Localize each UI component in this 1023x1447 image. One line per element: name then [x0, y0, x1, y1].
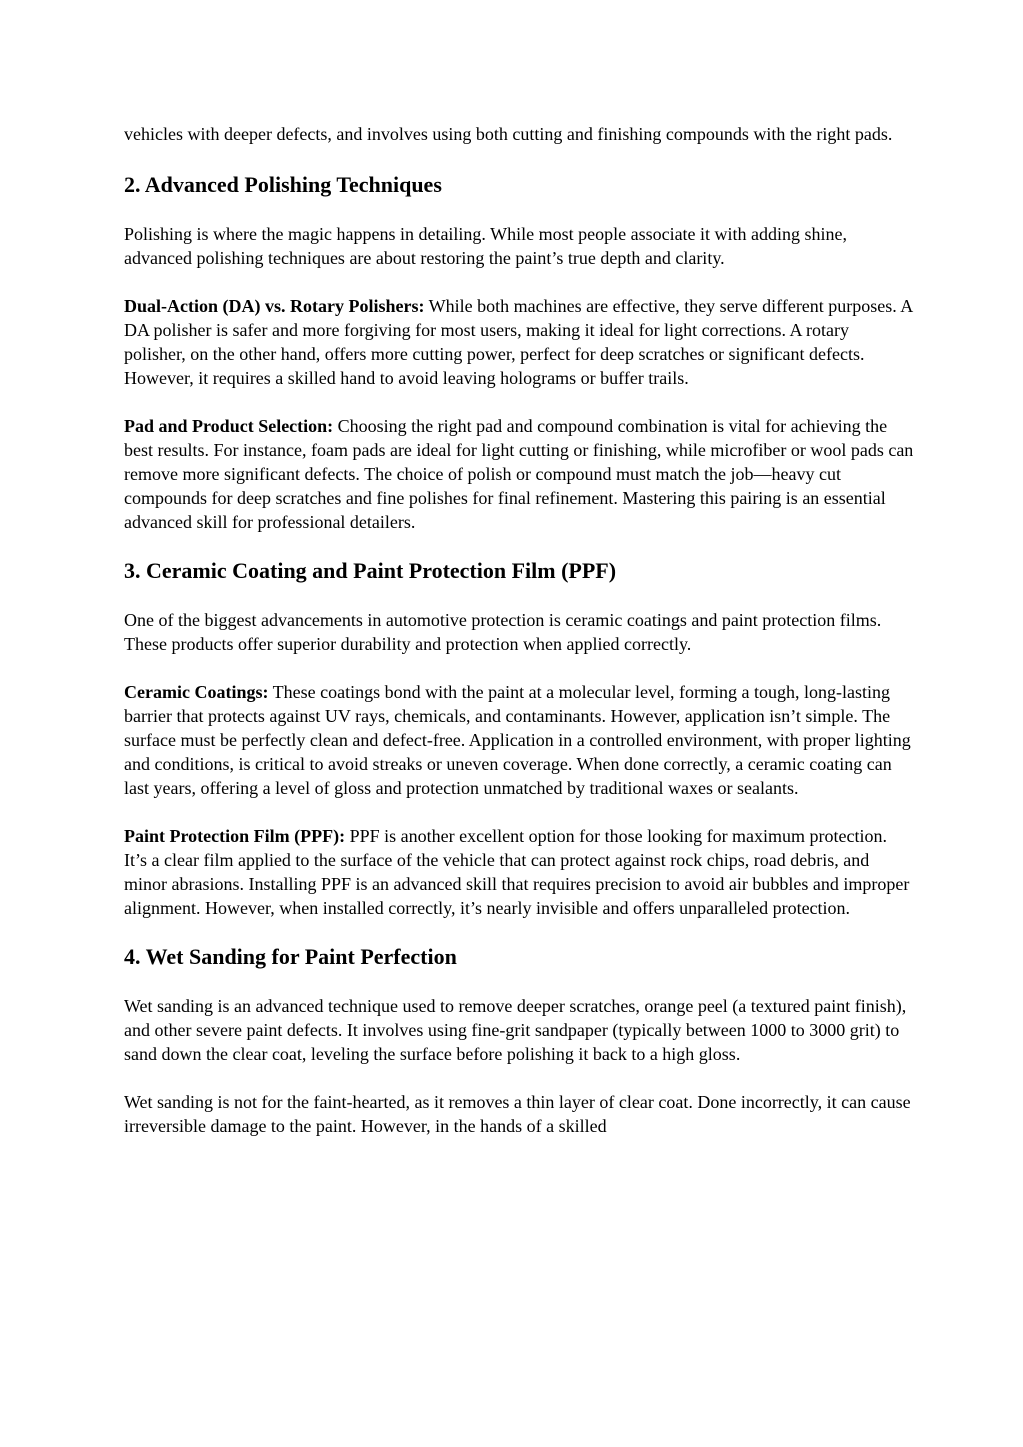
- da-vs-rotary-paragraph: [124, 294, 914, 390]
- section-heading-polishing: 2. Advanced Polishing Techniques: [124, 172, 442, 197]
- polishing-intro-paragraph: Polishing is where the magic happens in detailing. While most people associate it with adding shine, advanced polishing techniques are about restoring the paint’s true depth and clarity.: [124, 224, 848, 268]
- wet-sanding-warning-paragraph: Wet sanding is not for the faint-hearted, as it removes a thin layer of clear coat. Done incorrectly, it can cause irreversible damage to the paint. However, in the hands of a skilled: [124, 1092, 911, 1136]
- ppf-text: PPF is another excellent option for those looking for maximum protection. It’s a clear film applied to the surface of the vehicle that can protect against rock chips, road debris, and minor abrasions. Installing PPF is an advanced skill that requires precision to avoid air bubbles and improper alignment. However, when installed correctly, it’s nearly invisible and offers unparalleled protection.: [124, 826, 910, 918]
- da-vs-rotary-text: While both machines are effective, they serve different purposes. A DA polisher is safer and more forgiving for most users, making it ideal for light corrections. A rotary polisher, on the other hand, offers more cutting power, perfect for deep scratches or significant defects. However, it requires a skilled hand to avoid leaving holograms or buffer trails.: [124, 296, 913, 388]
- ppf-lead: Paint Protection Film (PPF):: [124, 826, 346, 846]
- ceramic-ppf-intro-paragraph: One of the biggest advancements in automotive protection is ceramic coatings and paint protection films. These products offer superior durability and protection when applied correctly.: [124, 610, 882, 654]
- ceramic-coatings-lead: Ceramic Coatings:: [124, 682, 269, 702]
- pad-product-text: Choosing the right pad and compound combination is vital for achieving the best results. For instance, foam pads are ideal for light cutting or finishing, while microfiber or wool pads can remove more significant defects. The choice of polish or compound must match the job—heavy cut compounds for deep scratches and fine polishes for final refinement. Mastering this pairing is an essential advanced skill for professional detailers.: [124, 416, 914, 532]
- pad-product-paragraph: [124, 414, 914, 534]
- da-vs-rotary-lead: Dual-Action (DA) vs. Rotary Polishers:: [124, 296, 425, 316]
- wet-sanding-intro-paragraph: Wet sanding is an advanced technique used to remove deeper scratches, orange peel (a textured paint finish), and other severe paint defects. It involves using fine-grit sandpaper (typically between 1000 to 3000 grit) to sand down the clear coat, leveling the surface before polishing it back to a high gloss.: [124, 996, 907, 1064]
- pad-product-lead: Pad and Product Selection:: [124, 416, 334, 436]
- ceramic-coatings-text: These coatings bond with the paint at a molecular level, forming a tough, long-lasting barrier that protects against UV rays, chemicals, and contaminants. However, application isn’t simple. The surface must be perfectly clean and defect-free. Application in a controlled environment, with proper lighting and conditions, is critical to avoid streaks or uneven coverage. When done correctly, a ceramic coating can last years, offering a level of gloss and protection unmatched by traditional waxes or sealants.: [124, 682, 911, 798]
- ppf-paragraph: [124, 824, 914, 920]
- ceramic-coatings-paragraph: [124, 680, 914, 800]
- document-page: [124, 122, 914, 1162]
- section-heading-ceramic-ppf: 3. Ceramic Coating and Paint Protection Film (PPF): [124, 558, 617, 583]
- section-heading-wet-sanding: 4. Wet Sanding for Paint Perfection: [124, 944, 457, 969]
- intro-continuation-paragraph: vehicles with deeper defects, and involves using both cutting and finishing compounds with the right pads.: [124, 124, 893, 144]
